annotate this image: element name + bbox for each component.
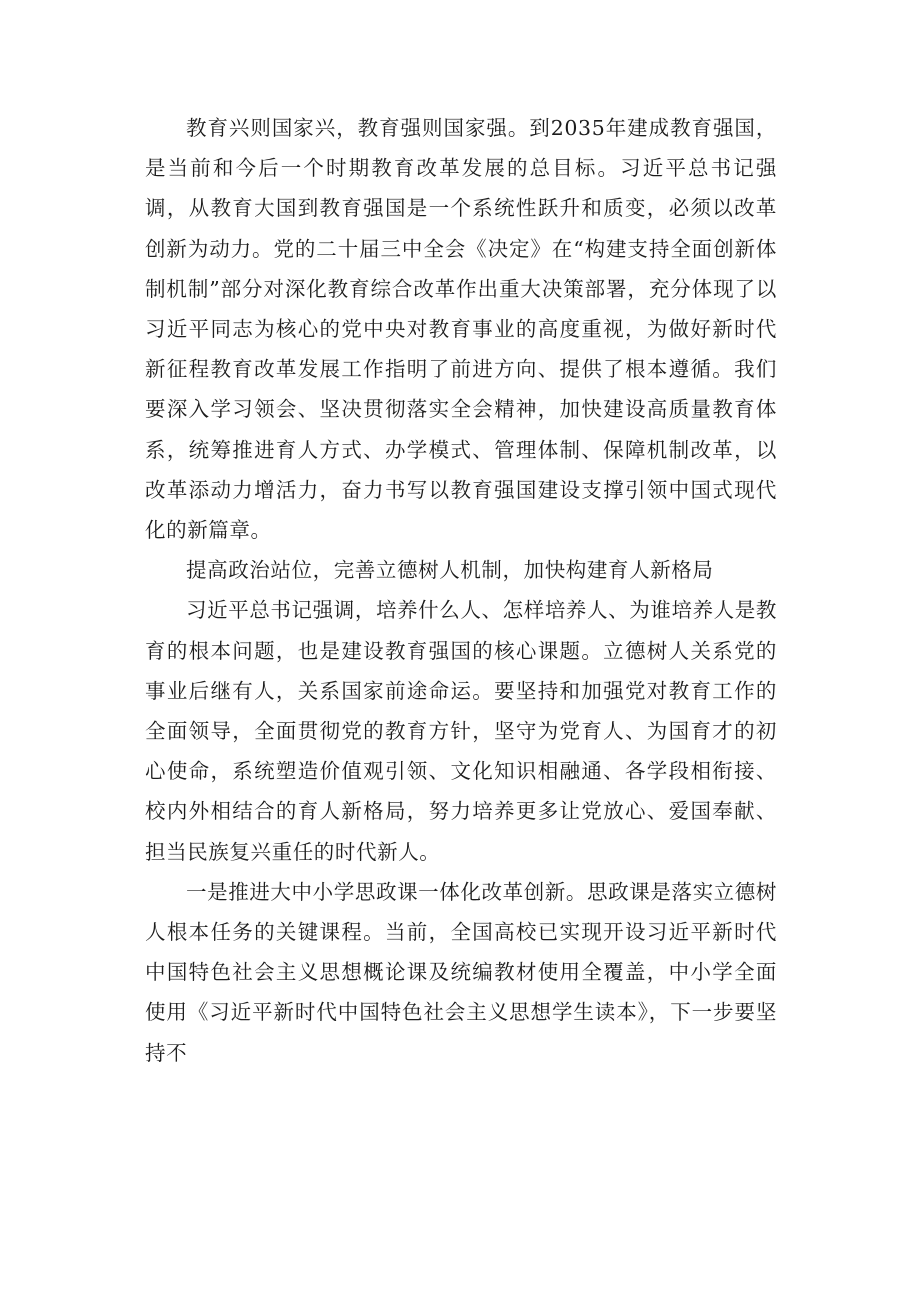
intro-paragraph: 教育兴则国家兴，教育强则国家强。到2035年建成教育强国，是当前和今后一个时期教育改革发展的总目标。习近平总书记强调，从教育大国到教育强国是一个系统性跃升和质变，必须以改革创新为动力。党的二十届三中全会《决定》在“构建支持全面创新体制机制”部分对深化教育综合改革作出重大决策部署，充分体现了以习近平同志为核心的党中央对教育事业的高度重视，为做好新时代新征程教育改革发展工作指明了前进方向、提供了根本遵循。我们要深入学习领会、坚决贯彻落实全会精神，加快建设高质量教育体系，统筹推进育人方式、办学模式、管理体制、保障机制改革，以改革添动力增活力，奋力书写以教育强国建设支撑引领中国式现代化的新篇章。 [145, 116, 777, 543]
section-heading: 提高政治站位，完善立德树人机制，加快构建育人新格局 [186, 558, 714, 583]
section-paragraph: 习近平总书记强调，培养什么人、怎样培养人、为谁培养人是教育的根本问题，也是建设教育强国的核心课题。立德树人关系党的事业后继有人，关系国家前途命运。要坚持和加强党对教育工作的全面领导，全面贯彻党的教育方针，坚守为党育人、为国育才的初心使命，系统塑造价值观引领、文化知识相融通、各学段相衔接、校内外相结合的育人新格局，努力培养更多让党放心、爱国奉献、担当民族复兴重任的时代新人。 [145, 598, 777, 864]
point-one-paragraph: 一是推进大中小学思政课一体化改革创新。思政课是落实立德树人根本任务的关键课程。当前，全国高校已实现开设习近平新时代中国特色社会主义思想概论课及统编教材使用全覆盖，中小学全面使用《习近平新时代中国特色社会主义思想学生读本》，下一步要坚持不 [145, 879, 777, 1065]
document-body [145, 108, 777, 1073]
